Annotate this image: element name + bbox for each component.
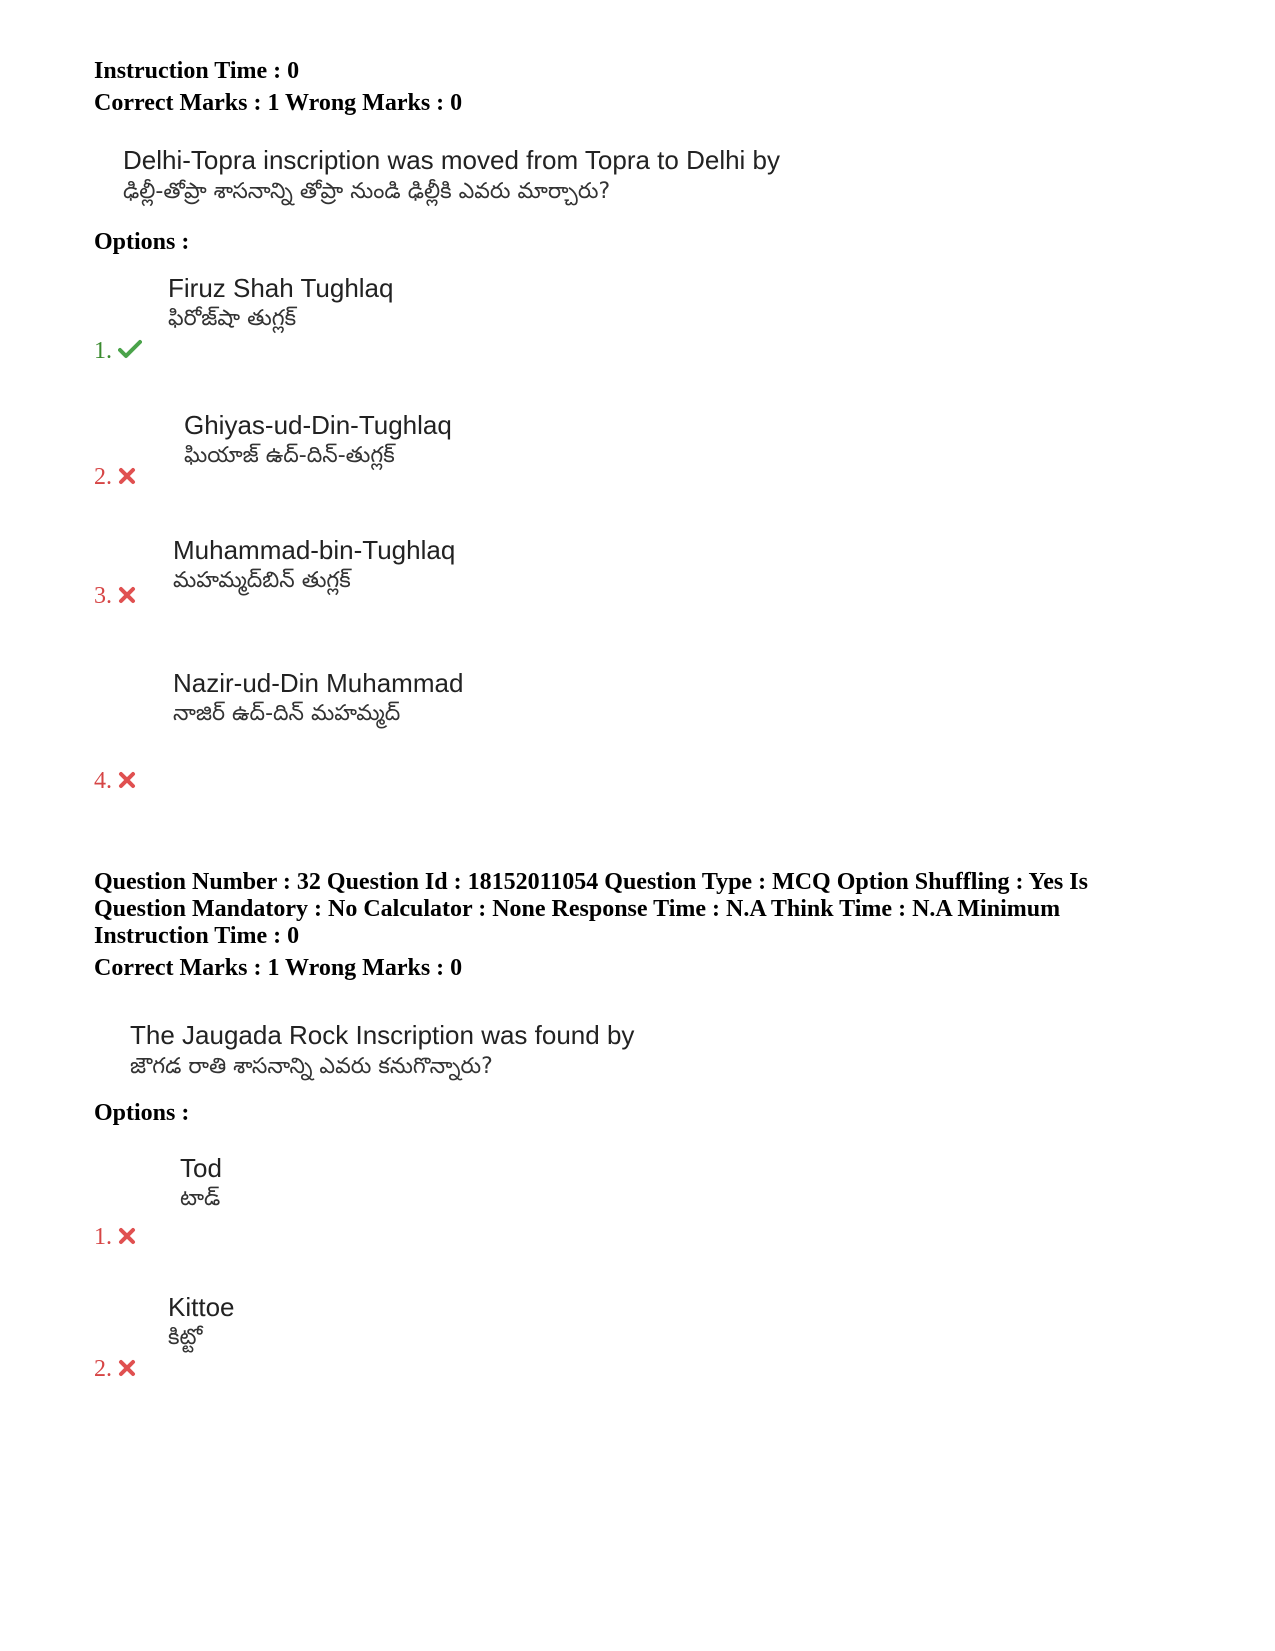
question-text-en: The Jaugada Rock Inscription was found by — [130, 1020, 635, 1050]
option-text-te: మహమ్మద్‌బిన్ తుగ్లక్ — [173, 568, 351, 593]
option-text-te: టాడ్ — [180, 1186, 221, 1211]
option-text-te: ఘియాజ్ ఉద్-దిన్-తుగ్లక్ — [184, 443, 395, 468]
instruction-time: Instruction Time : 0 — [94, 58, 300, 84]
instruction-time: Instruction Time : 0 — [94, 923, 300, 949]
option-number-label: 4. — [94, 768, 112, 794]
option-text-en: Nazir-ud-Din Muhammad — [173, 668, 464, 698]
option-text-te: కిట్టో — [168, 1325, 203, 1350]
question-text-te: జౌగడ రాతి శాసనాన్ని ఎవరు కనుగొన్నారు? — [130, 1054, 493, 1079]
option-number — [94, 767, 136, 796]
question-text-te: ఢిల్లీ-తోప్రా శాసనాన్ని తోప్రా నుండి ఢిల్లీకి ఎవరు మార్చారు? — [123, 179, 611, 204]
cross-icon — [118, 464, 136, 492]
question-meta: Question Number : 32 Question Id : 18152011054 Question Type : MCQ Option Shuffling : Yes Is — [94, 869, 1088, 895]
options-label: Options : — [94, 229, 190, 255]
option-number-label: 2. — [94, 464, 112, 490]
question-text-en: Delhi-Topra inscription was moved from Topra to Delhi by — [123, 145, 781, 175]
marks-info: Correct Marks : 1 Wrong Marks : 0 — [94, 90, 463, 116]
question-meta: Question Mandatory : No Calculator : None Response Time : N.A Think Time : N.A Minimum — [94, 896, 1061, 922]
option-number-label: 3. — [94, 583, 112, 609]
option-text-te: ఫిరోజ్‌షా తుగ్లక్ — [168, 306, 297, 331]
option-text-en: Ghiyas-ud-Din-Tughlaq — [184, 410, 452, 440]
option-text-te: నాజిర్ ఉద్-దిన్ మహమ్మద్ — [173, 701, 401, 726]
option-text-en: Firuz Shah Tughlaq — [168, 273, 394, 303]
option-text-en: Kittoe — [168, 1292, 235, 1322]
check-icon — [118, 338, 142, 366]
option-number — [94, 337, 142, 366]
option-text-en: Muhammad-bin-Tughlaq — [173, 535, 456, 565]
option-number-label: 1. — [94, 1224, 112, 1250]
cross-icon — [118, 768, 136, 796]
cross-icon — [118, 1224, 136, 1252]
option-number — [94, 1355, 136, 1384]
marks-info: Correct Marks : 1 Wrong Marks : 0 — [94, 955, 463, 981]
option-number — [94, 463, 136, 492]
option-number — [94, 582, 136, 611]
options-label: Options : — [94, 1100, 190, 1126]
option-number-label: 1. — [94, 338, 112, 364]
option-text-en: Tod — [180, 1153, 222, 1183]
cross-icon — [118, 1356, 136, 1384]
cross-icon — [118, 583, 136, 611]
option-number-label: 2. — [94, 1356, 112, 1382]
option-number — [94, 1223, 136, 1252]
